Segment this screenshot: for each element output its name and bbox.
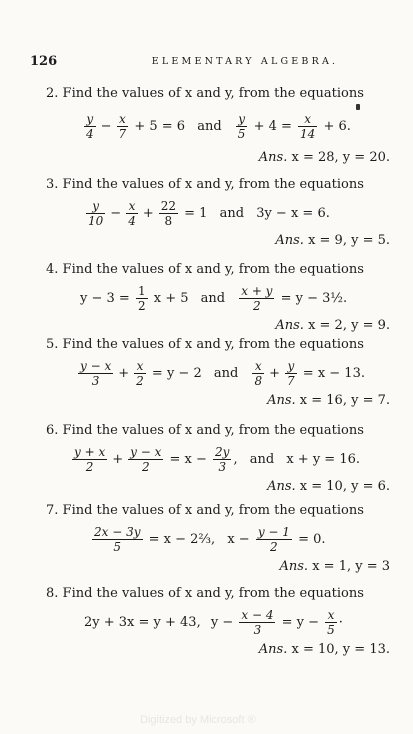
equation-line: $\frac{y - x}{3}$ + $\frac{x}{2}$ = y − 2 and $\frac{x}{8}$ + $\frac{y}{7}$ = x − 13. bbox=[80, 359, 365, 388]
fraction: $\frac{y + x}{2}$ bbox=[74, 445, 106, 474]
fraction: $\frac{x}{8}$ bbox=[254, 359, 263, 388]
problem-number: 3. bbox=[46, 177, 59, 192]
fraction: $\frac{x + y}{2}$ bbox=[241, 284, 273, 313]
fraction: $\frac{x - 4}{3}$ bbox=[241, 608, 274, 637]
fraction: $\frac{y}{5}$ bbox=[237, 112, 246, 141]
statement-text: Find the values of x and y, from the equations bbox=[62, 86, 364, 101]
answer: Ans. x = 1, y = 3 bbox=[279, 559, 390, 574]
answer: Ans. x = 10, y = 6. bbox=[267, 479, 390, 494]
equation-line: $\frac{y}{10}$ − $\frac{x}{4}$ + $\frac{22}{8}$ = 1 and 3y − x = 6. bbox=[88, 199, 330, 228]
equation-line: 2y + 3x = y + 43, y − $\frac{x - 4}{3}$ = y − $\frac{x}{5}$ · bbox=[84, 608, 343, 637]
problem-number: 4. bbox=[46, 262, 59, 277]
statement-text: Find the values of x and y, from the equations bbox=[62, 586, 364, 601]
fraction: $\frac{y - x}{3}$ bbox=[80, 359, 112, 388]
statement-text: Find the values of x and y, from the equations bbox=[62, 503, 364, 518]
fraction: $\frac{x}{5}$ bbox=[327, 608, 335, 637]
equation-line: $\frac{y}{4}$ − $\frac{x}{7}$ + 5 = 6 and $\frac{y}{5}$ + 4 = $\frac{x}{14}$ + 6. bbox=[86, 112, 351, 141]
answer: Ans. x = 10, y = 13. bbox=[258, 642, 390, 657]
statement-text: Find the values of x and y, from the equations bbox=[62, 337, 364, 352]
fraction: $\frac{y - 1}{2}$ bbox=[257, 525, 290, 554]
answer: Ans. x = 28, y = 20. bbox=[258, 150, 390, 165]
answer: Ans. x = 16, y = 7. bbox=[267, 393, 390, 408]
watermark: Digitized by Microsoft ® bbox=[140, 714, 256, 726]
problem-statement bbox=[46, 177, 364, 192]
page-number: 126 bbox=[30, 54, 58, 69]
fraction: $\frac{x}{2}$ bbox=[136, 359, 144, 388]
problem-statement bbox=[46, 86, 364, 101]
fraction: $\frac{y}{10}$ bbox=[88, 199, 104, 228]
ink-speck bbox=[356, 104, 360, 110]
problem-number: 6. bbox=[46, 423, 59, 438]
fraction: $\frac{2x - 3y}{5}$ bbox=[94, 525, 141, 554]
problem-number: 8. bbox=[46, 586, 59, 601]
problem-statement bbox=[46, 423, 364, 438]
statement-text: Find the values of x and y, from the equations bbox=[62, 262, 364, 277]
problem-statement bbox=[46, 262, 364, 277]
fraction: $\frac{1}{2}$ bbox=[137, 284, 146, 313]
statement-text: Find the values of x and y, from the equations bbox=[62, 423, 364, 438]
fraction: $\frac{2y}{3}$ bbox=[215, 445, 230, 474]
equation-line: $\frac{2x - 3y}{5}$ = x − 2⅔, x − $\frac{y - 1}{2}$ = 0. bbox=[94, 525, 326, 554]
statement-text: Find the values of x and y, from the equations bbox=[62, 177, 364, 192]
fraction: $\frac{y - x}{2}$ bbox=[130, 445, 162, 474]
fraction: $\frac{22}{8}$ bbox=[160, 199, 177, 228]
fraction: $\frac{x}{14}$ bbox=[300, 112, 316, 141]
problem-number: 5. bbox=[46, 337, 59, 352]
answer: Ans. x = 2, y = 9. bbox=[275, 318, 390, 333]
fraction: $\frac{y}{4}$ bbox=[86, 112, 94, 141]
problem-number: 7. bbox=[46, 503, 59, 518]
equation-line: y − 3 = $\frac{1}{2}$ x + 5 and $\frac{x + y}{2}$ = y − 3½. bbox=[80, 284, 348, 313]
running-title: ELEMENTARY ALGEBRA. bbox=[151, 56, 339, 67]
problem-number: 2. bbox=[46, 86, 59, 101]
fraction: $\frac{x}{7}$ bbox=[118, 112, 127, 141]
page-header bbox=[30, 54, 390, 70]
problem-statement bbox=[46, 337, 364, 352]
answer: Ans. x = 9, y = 5. bbox=[275, 233, 390, 248]
fraction: $\frac{y}{7}$ bbox=[287, 359, 295, 388]
fraction: $\frac{x}{4}$ bbox=[128, 199, 136, 228]
equation-line: $\frac{y + x}{2}$ + $\frac{y - x}{2}$ = x − $\frac{2y}{3}$ , and x + y = 16. bbox=[74, 445, 361, 474]
problem-statement bbox=[46, 586, 364, 601]
problem-statement bbox=[46, 503, 364, 518]
